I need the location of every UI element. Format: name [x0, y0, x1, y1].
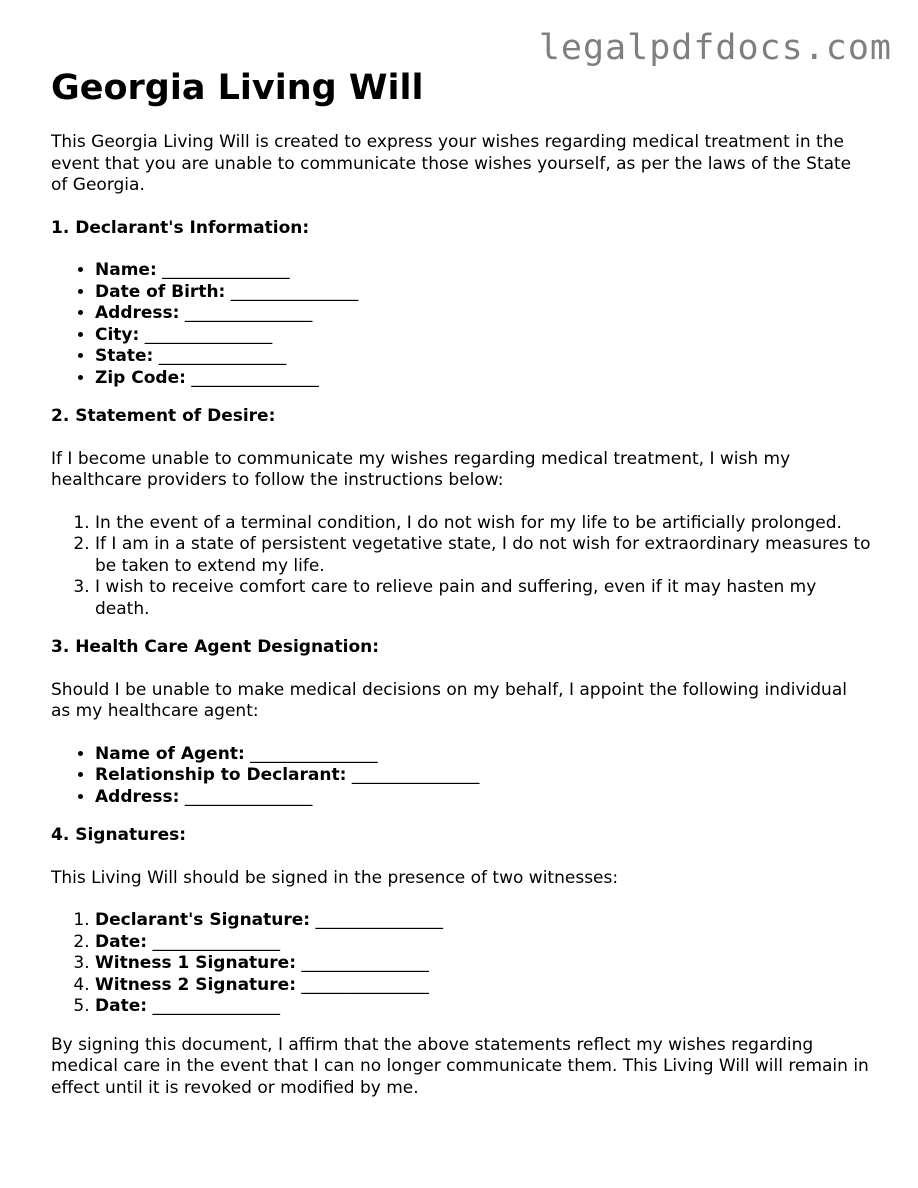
fill-in-blank: _______________	[162, 260, 290, 280]
field-label: Address:	[95, 303, 180, 323]
fill-in-blank: _______________	[230, 281, 359, 302]
list-item	[95, 953, 871, 975]
intro-paragraph: This Georgia Living Will is created to express your wishes regarding medical treatment in the event that you are unable to communicate those wishes yourself, as per the laws of the State of Georgia.	[51, 132, 852, 195]
list-item	[95, 368, 871, 390]
agent-info-list	[51, 744, 871, 809]
fill-in-blank: _______________	[191, 367, 319, 388]
list-item	[95, 260, 871, 282]
agent-paragraph: Should I be unable to make medical decisions on my behalf, I appoint the following individual as my healthcare agent:	[51, 679, 847, 721]
field-label: State:	[95, 346, 154, 366]
fill-in-blank: _______________	[250, 743, 378, 764]
list-item	[95, 932, 871, 954]
signatures-list	[51, 910, 871, 1018]
field-label: Declarant's Signature:	[95, 910, 311, 930]
fill-in-blank: _______________	[301, 974, 429, 995]
declarant-info-list	[51, 260, 871, 389]
fill-in-blank: _______________	[184, 786, 313, 807]
field-label: Date of Birth:	[95, 281, 226, 302]
list-item	[95, 787, 871, 809]
field-label: Date:	[95, 996, 148, 1016]
field-label: Date:	[95, 931, 148, 952]
fill-in-blank: _______________	[351, 765, 480, 785]
list-item: 1. In the event of a terminal condition, I do not wish for my life to be artificially prolonged.	[95, 513, 871, 535]
list-item	[95, 744, 871, 766]
fill-in-blank: _______________	[184, 303, 313, 323]
fill-in-blank: _______________	[152, 996, 280, 1016]
closing-paragraph: By signing this document, I affirm that the above statements reflect my wishes regarding medical care in the event that I can no longer communicate them. This Living Will will remain in effect until it is revoked or modified by me.	[51, 1034, 869, 1098]
fill-in-blank: _______________	[152, 931, 280, 952]
section-heading-signatures: 4. Signatures:	[51, 825, 187, 845]
field-label: Witness 1 Signature:	[95, 953, 296, 973]
desire-paragraph: If I become unable to communicate my wishes regarding medical treatment, I wish my healthcare providers to follow the instructions below:	[51, 448, 791, 490]
list-item	[95, 975, 871, 997]
document-page	[51, 64, 871, 1120]
section-heading-agent: 3. Health Care Agent Designation:	[51, 637, 380, 657]
section-heading-desire: 2. Statement of Desire:	[51, 406, 276, 426]
page-title: Georgia Living Will	[51, 68, 424, 108]
field-label: Zip Code:	[95, 367, 186, 388]
list-item	[95, 282, 871, 304]
list-item: 3. I wish to receive comfort care to relieve pain and suffering, even if it may hasten my death.	[95, 577, 871, 620]
field-label: Name:	[95, 260, 157, 280]
field-label: Witness 2 Signature:	[95, 974, 296, 995]
list-item: 2. If I am in a state of persistent vegetative state, I do not wish for extraordinary measures to be taken to extend my life.	[95, 534, 871, 577]
field-label: Relationship to Declarant:	[95, 765, 347, 785]
fill-in-blank: _______________	[301, 953, 429, 973]
field-label: Name of Agent:	[95, 743, 245, 764]
field-label: Address:	[95, 786, 180, 807]
fill-in-blank: _______________	[144, 324, 273, 345]
fill-in-blank: _______________	[158, 346, 287, 366]
field-label: City:	[95, 324, 140, 345]
list-item	[95, 346, 871, 368]
fill-in-blank: _______________	[315, 910, 444, 930]
desire-instructions-list	[51, 513, 871, 621]
signatures-paragraph: This Living Will should be signed in the presence of two witnesses:	[51, 867, 619, 888]
section-heading-declarant: 1. Declarant's Information:	[51, 217, 310, 238]
list-item	[95, 765, 871, 787]
list-item	[95, 910, 871, 932]
list-item	[95, 996, 871, 1018]
list-item	[95, 303, 871, 325]
list-item	[95, 325, 871, 347]
watermark: legalpdfdocs.com	[538, 28, 892, 68]
